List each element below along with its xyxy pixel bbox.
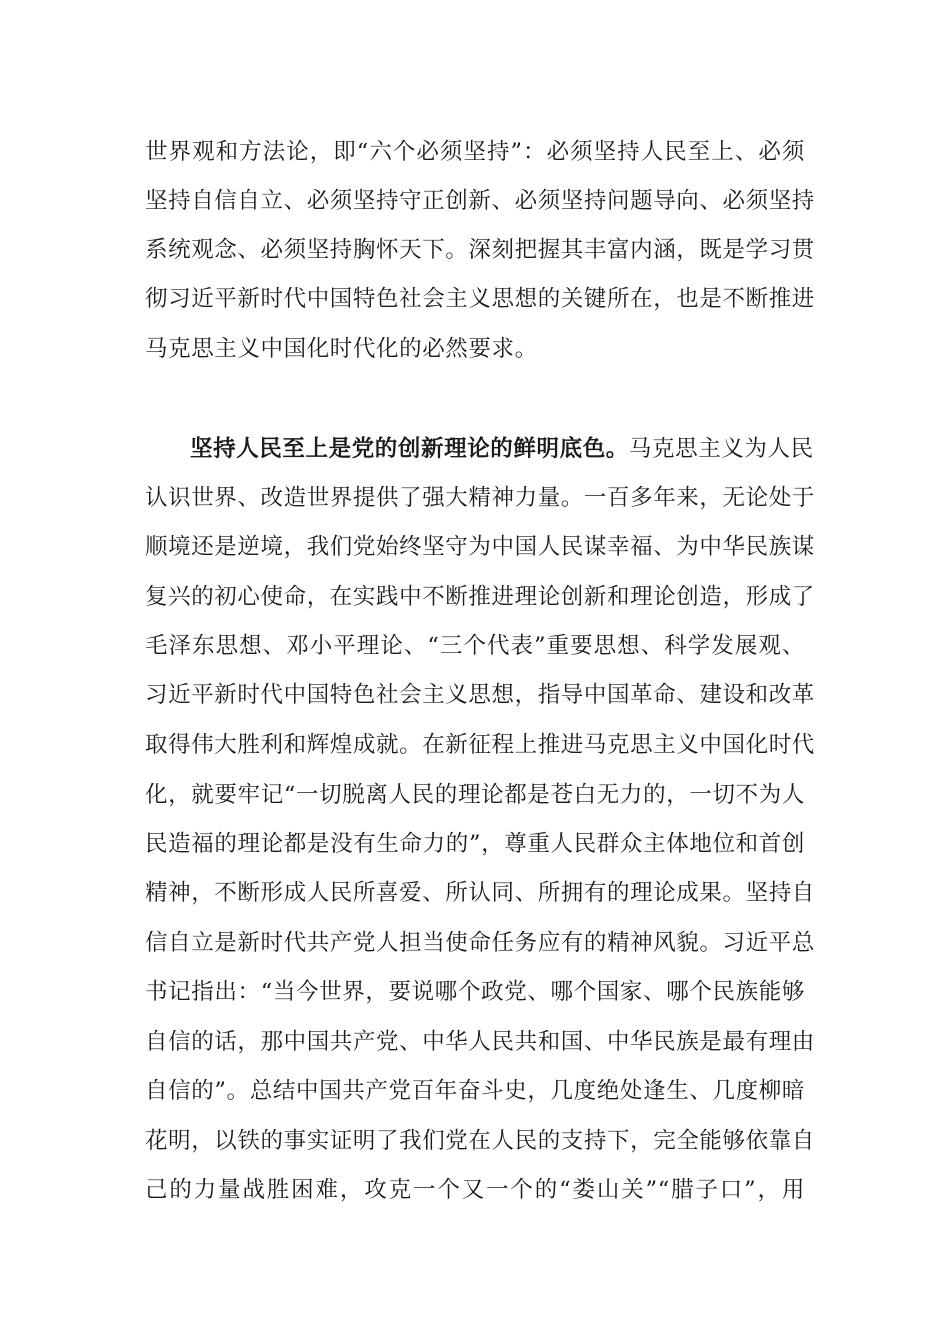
paragraph-2-line-10: 精神，不断形成人民所喜爱、所认同、所拥有的理论成果。坚持自	[145, 880, 815, 906]
paragraph-2-line-7: 取得伟大胜利和辉煌成就。在新征程上推进马克思主义中国化时代	[145, 732, 815, 758]
paragraph-2-line-12: 书记指出：“当今世界，要说哪个政党、哪个国家、哪个民族能够	[145, 979, 805, 1005]
paragraph-2-line-14: 自信的”。总结中国共产党百年奋斗史，几度绝处逢生、几度柳暗	[145, 1078, 805, 1104]
paragraph-2-line-5: 毛泽东思想、邓小平理论、“三个代表”重要思想、科学发展观、	[145, 633, 805, 659]
paragraph-2-line-15: 花明，以铁的事实证明了我们党在人民的支持下，完全能够依靠自	[145, 1128, 815, 1154]
paragraph-1-line-5: 马克思主义中国化时代化的必然要求。	[145, 336, 538, 362]
paragraph-2-line-9: 民造福的理论都是没有生命力的”，尊重人民群众主体地位和首创	[145, 831, 805, 857]
paragraph-2-heading: 坚持人民至上是党的创新理论的鲜明底色。	[190, 436, 629, 462]
paragraph-2-line-13: 自信的话，那中国共产党、中华人民共和国、中华民族是最有理由	[145, 1029, 815, 1055]
paragraph-2-line-11: 信自立是新时代共产党人担当使命任务应有的精神风貌。习近平总	[145, 930, 815, 956]
paragraph-1-line-4: 彻习近平新时代中国特色社会主义思想的关键所在，也是不断推进	[145, 286, 815, 312]
paragraph-2-line-4: 复兴的初心使命，在实践中不断推进理论创新和理论创造，形成了	[145, 584, 815, 610]
paragraph-2-line-2: 认识世界、改造世界提供了强大精神力量。一百多年来，无论处于	[145, 485, 815, 511]
paragraph-1-line-3: 系统观念、必须坚持胸怀天下。深刻把握其丰富内涵，既是学习贯	[145, 237, 815, 263]
paragraph-2-first-line-rest: 马克思主义为人民	[628, 436, 814, 462]
paragraph-2-line-16: 己的力量战胜困难，攻克一个又一个的“娄山关”“腊子口”，用	[145, 1177, 805, 1203]
paragraph-1-line-2: 坚持自信自立、必须坚持守正创新、必须坚持问题导向、必须坚持	[145, 188, 815, 214]
paragraph-2-line-8: 化，就要牢记“一切脱离人民的理论都是苍白无力的，一切不为人	[145, 782, 805, 808]
paragraph-2-line-6: 习近平新时代中国特色社会主义思想，指导中国革命、建设和改革	[145, 682, 815, 708]
paragraph-1-line-1: 世界观和方法论，即“六个必须坚持”：必须坚持人民至上、必须	[145, 139, 805, 165]
paragraph-2-line-3: 顺境还是逆境，我们党始终坚守为中国人民谋幸福、为中华民族谋	[145, 534, 815, 560]
paragraph-2-line-1	[190, 429, 814, 469]
